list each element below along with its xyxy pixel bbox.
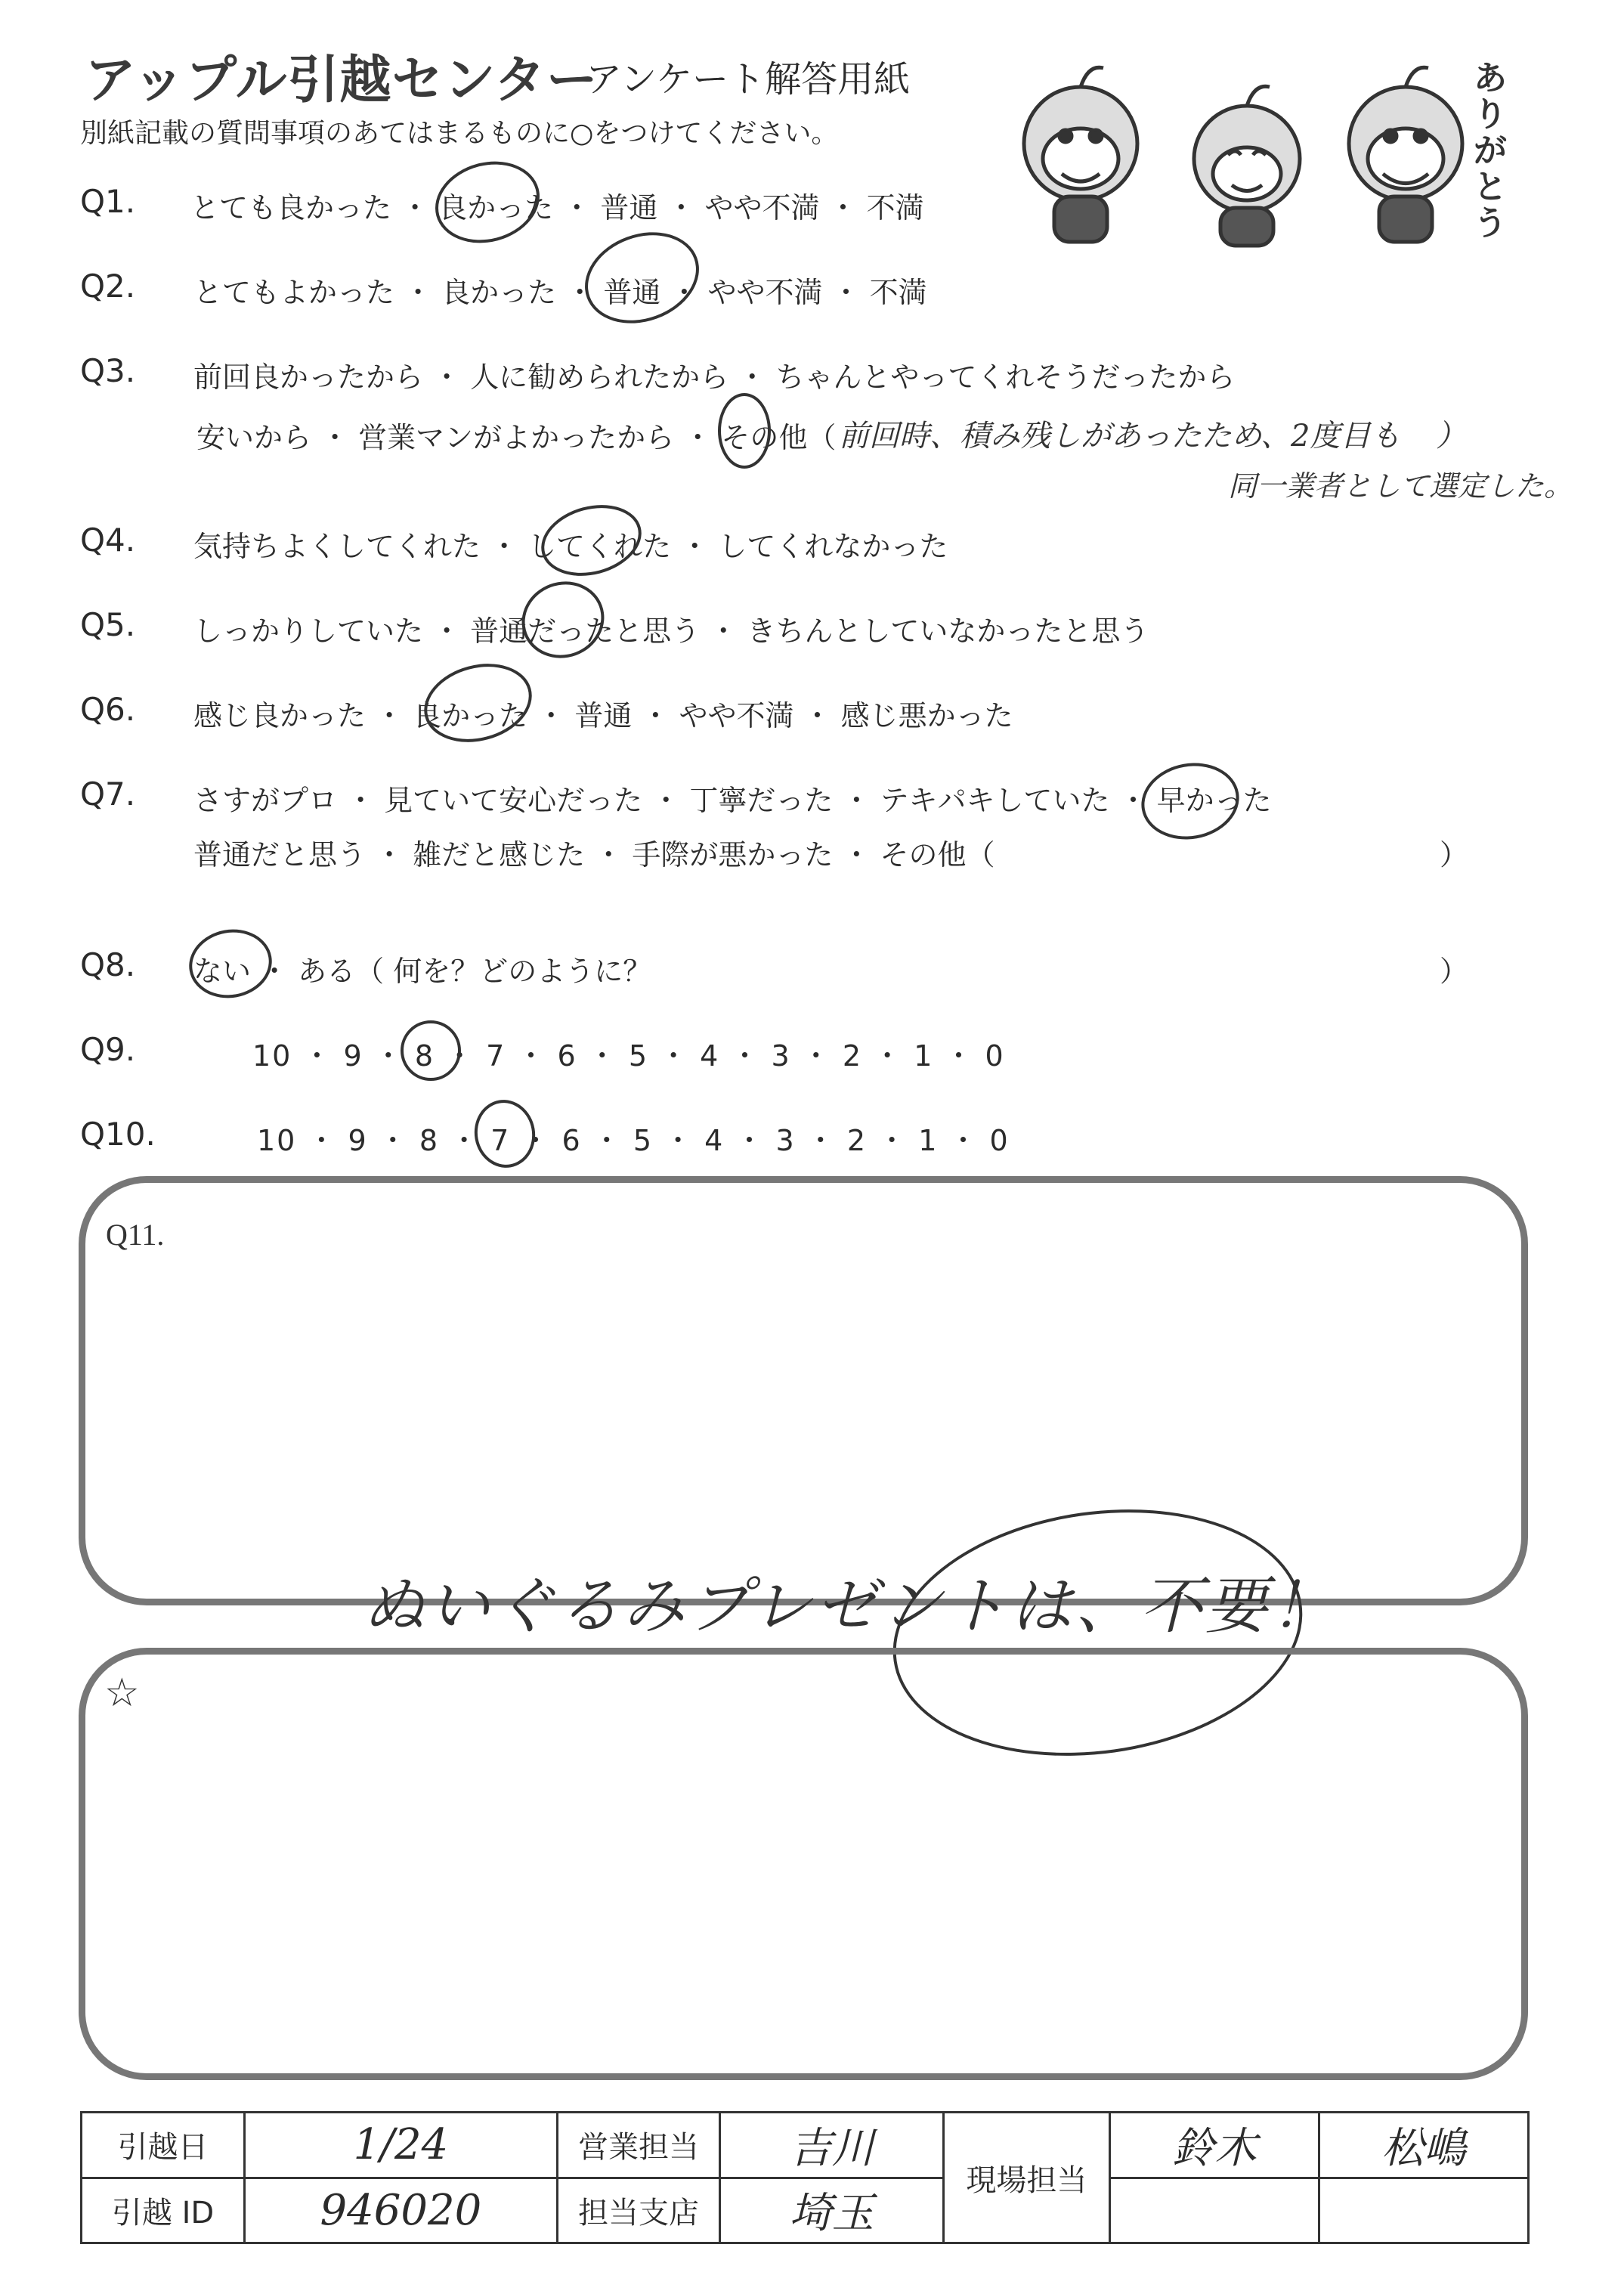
handwritten-q3-other-line2: 同一業者として選定した。 xyxy=(1228,469,1573,503)
answer-circle-q7 xyxy=(1135,755,1245,847)
question-options-q3-line2: 安いから ・ 営業マンがよかったから ・ その他（ xyxy=(196,421,837,454)
question-options-q2: とてもよかった ・ 良かった ・ 普通 ・ やや不満 ・ 不満 xyxy=(193,276,927,309)
answer-circle-q9 xyxy=(401,1020,461,1081)
instruction-text: 別紙記載の質問事項のあてはまるものに○をつけてください。 xyxy=(80,118,839,149)
question-options-q7-line1: さすがプロ ・ 見ていて安心だった ・ 丁寧だった ・ テキパキしていた ・ 早かった xyxy=(193,784,1272,817)
answer-circle-q8 xyxy=(184,923,277,1005)
monkey-mascot-icon xyxy=(1194,86,1300,246)
site-staff-empty-1 xyxy=(1110,2178,1319,2243)
sales-rep-label: 営業担当 xyxy=(557,2113,720,2178)
sales-rep-value: 吉川 xyxy=(720,2113,943,2178)
form-subtitle: アンケート解答用紙 xyxy=(586,58,911,101)
question-label-q6: Q6. xyxy=(80,691,136,728)
star-icon: ☆ xyxy=(104,1672,140,1715)
answer-circle-q4 xyxy=(534,494,650,587)
site-staff-value-1: 鈴木 xyxy=(1110,2113,1319,2178)
question-label-q8: Q8. xyxy=(80,946,136,983)
question-label-q3: Q3. xyxy=(80,352,136,389)
handwritten-q3-close-paren: ） xyxy=(1436,419,1466,454)
site-staff-label: 現場担当 xyxy=(943,2113,1109,2243)
question-label-q5: Q5. xyxy=(80,606,136,643)
question-label-q9: Q9. xyxy=(80,1031,136,1068)
question-options-q9: 10 ・ 9 ・ 8 ・ 7 ・ 6 ・ 5 ・ 4 ・ 3 ・ 2 ・ 1 ・ 0 xyxy=(252,1039,1005,1073)
question-options-q10: 10 ・ 9 ・ 8 ・ 7 ・ 6 ・ 5 ・ 4 ・ 3 ・ 2 ・ 1 ・ 0 xyxy=(257,1124,1010,1157)
question-label-q7: Q7. xyxy=(80,776,136,813)
move-id-value: 946020 xyxy=(245,2178,558,2243)
branch-label: 担当支店 xyxy=(557,2178,720,2243)
handwritten-q3-other-line1: 前回時、積み残しがあったため、2度目も xyxy=(839,419,1401,454)
question-options-q5: しっかりしていた ・ 普通だったと思う ・ きちんとしていなかったと思う xyxy=(193,615,1149,648)
question-q8-close-paren: ） xyxy=(1440,955,1469,988)
question-options-q4: 気持ちよくしてくれた ・ してくれた ・ してくれなかった xyxy=(193,530,948,563)
monkey-mascot-icon xyxy=(1024,67,1137,242)
move-id-label: 引越 ID xyxy=(82,2178,245,2243)
question-options-q1: とても良かった ・ 良かった ・ 普通 ・ やや不満 ・ 不満 xyxy=(190,191,924,224)
monkey-mascot-illustration xyxy=(998,53,1519,249)
question-label-q1: Q1. xyxy=(80,183,136,220)
question-q7-close-paren: ） xyxy=(1440,838,1469,871)
q11-label: Q11. xyxy=(106,1218,165,1252)
question-options-q7-line2: 普通だと思う ・ 雑だと感じた ・ 手際が悪かった ・ その他（ xyxy=(193,838,995,871)
monkey-mascot-icon xyxy=(1349,67,1462,242)
answer-circle-q6 xyxy=(416,652,541,754)
question-label-q2: Q2. xyxy=(80,268,136,305)
question-options-q3-line1: 前回良かったから ・ 人に勧められたから ・ ちゃんとやってくれそうだったから xyxy=(193,361,1236,394)
handwritten-comment: ぬいぐるみプレゼントは、不要！ xyxy=(363,1571,1335,1642)
move-date-value: 1/24 xyxy=(245,2113,558,2178)
question-label-q4: Q4. xyxy=(80,522,136,559)
branch-value: 埼玉 xyxy=(720,2178,943,2243)
answer-circle-q5 xyxy=(511,570,615,670)
move-date-label: 引越日 xyxy=(82,2113,245,2178)
answer-circle-q2 xyxy=(572,217,712,339)
question-label-q10: Q10. xyxy=(80,1116,156,1153)
q11-comment-box xyxy=(79,1176,1528,1605)
answer-circle-q3 xyxy=(718,393,771,469)
question-options-q6: 感じ良かった ・ 良かった ・ 普通 ・ やや不満 ・ 感じ悪かった xyxy=(193,699,1013,732)
info-table xyxy=(80,2111,1530,2244)
question-options-q8: ない ・ ある（ 何を？どのように？ xyxy=(193,955,652,988)
answer-circle-q10 xyxy=(469,1095,540,1173)
site-staff-value-2: 松嶋 xyxy=(1319,2113,1529,2178)
site-staff-empty-2 xyxy=(1319,2178,1529,2243)
star-comment-box xyxy=(79,1648,1528,2080)
mascot-thanks-text: ありがとう xyxy=(1474,59,1507,243)
form-title: アップル引越センター xyxy=(85,51,599,110)
answer-circle-q1 xyxy=(426,150,549,255)
